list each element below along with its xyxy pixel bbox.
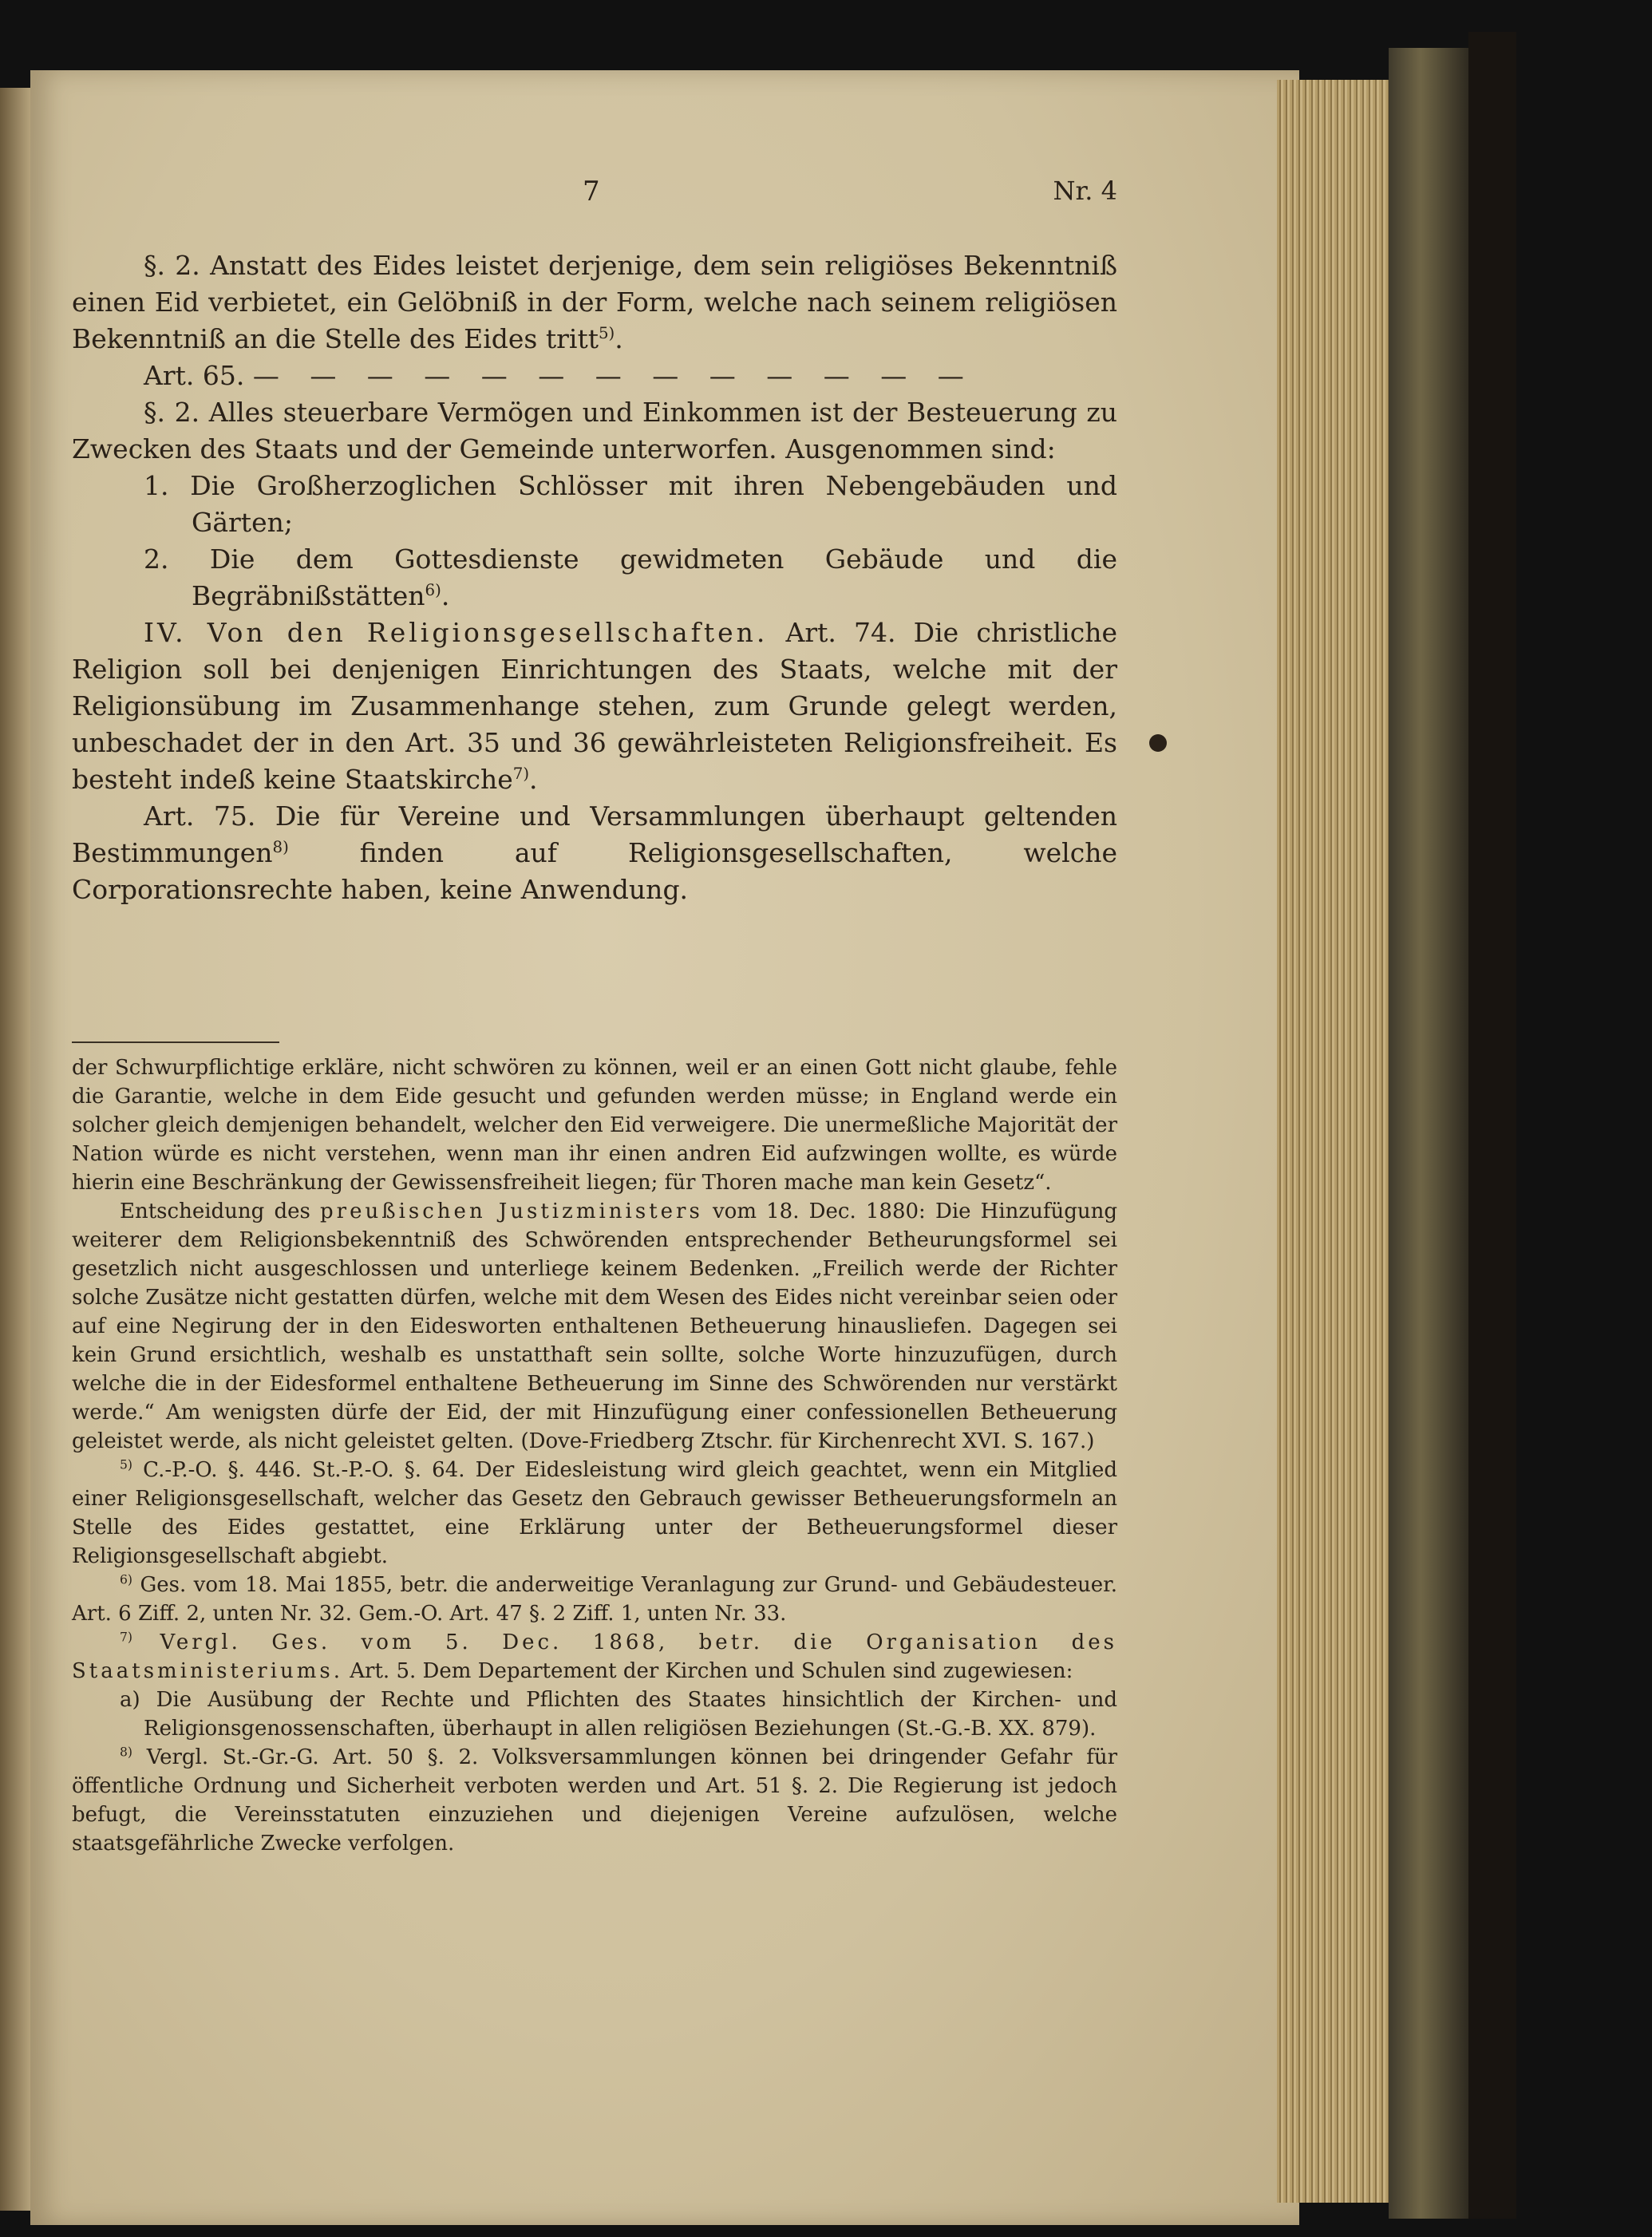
footnote-7	[72, 1628, 1117, 1686]
section-number: Nr. 4	[1053, 176, 1117, 206]
footnote-marker: 8)	[120, 1745, 133, 1760]
footnote-text: C.-P.-O. §. 446. St.-P.-O. §. 64. Der Eidesleistung wird gleich geachtet, wenn ein Mitglied einer Religionsgesellschaft, welcher das Gesetz den Gebrauch gewisser Betheuerungsformeln an Stelle des Eides gestattet, eine Erklärung unter der Betheuerungsformel dieser Religionsgesellschaft abgiebt.	[72, 1458, 1117, 1568]
footnote-text: Vergl. St.-Gr.-G. Art. 50 §. 2. Volksversammlungen können bei dringender Gefahr für öffentliche Ordnung und Sicherheit verboten werden und Art. 51 §. 2. Die Regierung ist jedoch befugt, die Vereinsstatuten einzuziehen und diejenigen Vereine aufzulösen, welche staatsgefährliche Zwecke verfolgen.	[72, 1745, 1117, 1856]
footnote-marker: 5)	[120, 1457, 133, 1472]
page-number: 7	[583, 176, 600, 207]
article-label: Art. 65.	[144, 360, 245, 391]
paragraph-text: §. 2. Anstatt des Eides leistet derjenige, dem sein religiöses Bekenntniß einen Eid verbietet, ein Gelöbniß in der Form, welche nach seinem religiösen Bekenntniß an die Stelle des Eides tritt	[72, 250, 1117, 354]
footnote-ref: 6)	[425, 581, 441, 599]
footnote-ref: 7)	[512, 765, 530, 783]
paragraph-end: finden auf Religionsgesellschaften, welche Corporationsrechte haben, keine Anwendung.	[72, 837, 1117, 905]
main-text	[72, 247, 1117, 908]
footnote-ref: 8)	[272, 838, 289, 856]
footnote-text: vom 18. Dec. 1880: Die Hinzufügung weiterer dem Religionsbekenntniß des Schwörenden entsprechender Betheurungsformel sei gesetzlich nicht ausgeschlossen und unterliege keinem Bedenken. „Freilich werde der Richter solche Zusätze nicht gestatten dürfen, welche mit dem Wesen des Eides nicht vereinbar seien oder auf eine Negirung der in den Eidesworten enthaltenen Betheuerung hinausliefen. Dagegen sei kein Grund ersichtlich, weshalb es unstatthaft sein sollte, solche Worte hinzuzufügen, durch welche die in der Eidesformel enthaltene Betheuerung im Sinne des Schwörenden nur verstärkt werde.“ Am wenigsten dürfe der Eid, der mit Hinzufügung einer confessionellen Betheuerung geleistet werde, als nicht geleistet gelten. (Dove-Friedberg Ztschr. für Kirchenrecht XVI. S. 167.)	[72, 1200, 1118, 1453]
footnote-decision	[72, 1197, 1117, 1456]
book-cover-spine	[1389, 48, 1468, 2219]
footnote-marker: 7)	[120, 1630, 133, 1645]
footnote-5	[72, 1456, 1117, 1571]
footnote-text: Art. 5. Dem Departement der Kirchen und Schulen sind zugewiesen:	[350, 1659, 1073, 1683]
omission-dashes: — — — — — — — — — — — — —	[252, 360, 975, 391]
paragraph-text: Art. 75. Die für Vereine und Versammlungen überhaupt geltenden Bestimmungen	[72, 800, 1117, 868]
footnotes	[72, 1053, 1117, 1858]
paragraph-4	[72, 615, 1117, 798]
paragraph-text: Art. 74. Die christliche Religion soll bei denjenigen Einrichtungen des Staats, welche mit der Religionsübung im Zusammenhange stehen, zum Grunde gelegt werden, unbeschadet der in den Art. 35 und 36 gewährleisteten Religionsfreiheit. Es besteht indeß keine Staatskirche	[72, 617, 1117, 795]
footnote-6	[72, 1571, 1117, 1628]
list-item-2	[72, 541, 1117, 615]
footnote-7-item: a) Die Ausübung der Rechte und Pflichten des Staates hinsichtlich der Kirchen- und Religionsgenossenschaften, überhaupt in allen religiösen Beziehungen (St.-G.-B. XX. 879).	[120, 1688, 1117, 1741]
page-header	[72, 176, 1117, 223]
paragraph-end: .	[615, 323, 623, 354]
footnote-divider	[72, 1041, 279, 1043]
page-stack-edge	[1277, 80, 1397, 2203]
list-item-1: 1. Die Großherzoglichen Schlösser mit ihren Nebengebäuden und Gärten;	[144, 470, 1117, 538]
footnote-text: Entscheidung des	[120, 1200, 310, 1223]
paragraph-1	[72, 247, 1117, 358]
footnote-emphasis: Vergl. Ges. vom 5. Dec. 1868, betr. die Organisation des Staatsministeriums.	[72, 1630, 1117, 1683]
paragraph-5	[72, 798, 1117, 908]
section-heading: IV. Von den Religionsgesellschaften.	[144, 617, 769, 648]
paragraph-3: §. 2. Alles steuerbare Vermögen und Einkommen ist der Besteuerung zu Zwecken des Staats und der Gemeinde unterworfen. Ausgenommen sind:	[72, 397, 1117, 464]
footnote-ref: 5)	[598, 324, 615, 342]
footnote-text: Ges. vom 18. Mai 1855, betr. die anderweitige Veranlagung zur Grund- und Gebäudesteuer. Art. 6 Ziff. 2, unten Nr. 32. Gem.-O. Art. 47 §. 2 Ziff. 1, unten Nr. 33.	[72, 1573, 1118, 1626]
paragraph-end: .	[529, 764, 538, 795]
footnote-continuation: der Schwurpflichtige erkläre, nicht schwören zu können, weil er an einen Gott nicht glaube, fehle die Garantie, welche in dem Eide gesucht und gefunden werden müsse; in England werde ein solcher gleich demjenigen behandelt, welcher den Eid verweigere. Die unermeßliche Majorität der Nation würde es nicht verstehen, wenn man ihr einen andren Eid aufzwingen wollte, es würde hierin eine Beschränkung der Gewissensfreiheit liegen; für Thoren mache man kein Gesetz“.	[72, 1056, 1117, 1195]
facing-page-edge	[0, 88, 32, 2211]
list-item-end: .	[441, 580, 450, 611]
background	[1468, 32, 1516, 2219]
footnote-8	[72, 1743, 1117, 1858]
list-item-text: 2. Die dem Gottesdienste gewidmeten Gebäude und die Begräbnißstätten	[144, 543, 1117, 611]
footnote-marker: 6)	[120, 1572, 133, 1587]
ink-spot	[1149, 734, 1167, 752]
paragraph-2	[72, 358, 1117, 394]
footnote-emphasis: preußischen Justizministers	[320, 1200, 703, 1223]
